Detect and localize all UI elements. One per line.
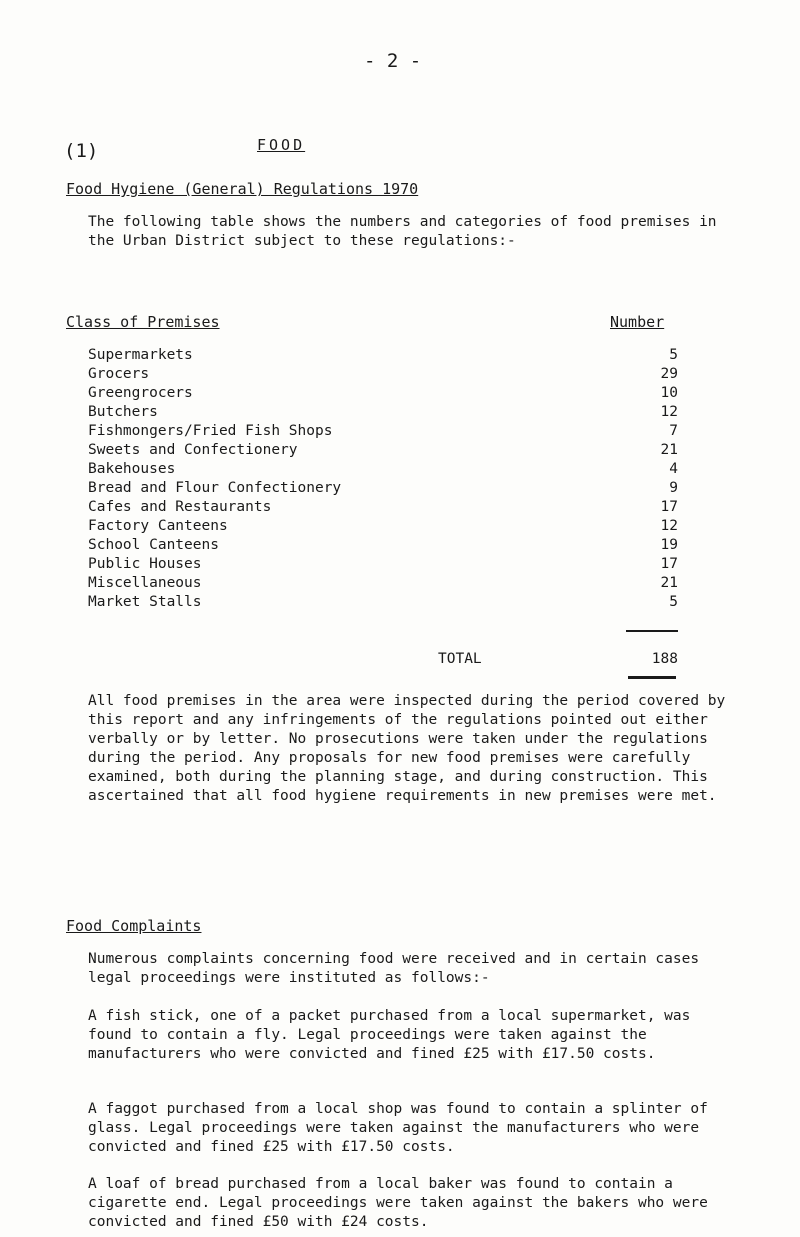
class-cell: Market Stalls [88, 594, 202, 610]
number-cell: 17 [660, 499, 678, 515]
number-cell: 12 [660, 518, 678, 534]
number-cell: 19 [660, 537, 678, 553]
column-header-class: Class of Premises [66, 313, 220, 331]
number-cell: 4 [669, 461, 678, 477]
class-cell: School Canteens [88, 537, 219, 553]
class-cell: Grocers [88, 366, 150, 382]
table-row [88, 384, 678, 403]
total-value: 188 [651, 651, 678, 667]
complaints-intro: Numerous complaints concerning food were received and in certain cases legal proceedings were instituted as follows:- [88, 951, 700, 986]
page-number: - 2 - [364, 50, 422, 72]
table-row [88, 498, 678, 517]
complaint-case: A faggot purchased from a local shop was found to contain a splinter of glass. Legal proceedings were taken against the manufacturers who were convicted and fined £25 with £17.50 costs. [88, 1101, 708, 1155]
class-cell: Miscellaneous [88, 575, 202, 591]
table-row [88, 574, 678, 593]
complaint-case: A fish stick, one of a packet purchased from a local supermarket, was found to contain a fly. Legal proceedings were taken against the manufacturers who were convicted and fined £25 with £17.50 costs. [88, 1008, 691, 1062]
table-row [88, 403, 678, 422]
number-cell: 10 [660, 385, 678, 401]
table-row [88, 422, 678, 441]
complaints-heading: Food Complaints [66, 917, 202, 935]
number-cell: 7 [669, 423, 678, 439]
number-cell: 29 [660, 366, 678, 382]
table-row [88, 593, 678, 612]
number-cell: 21 [660, 442, 678, 458]
section-title: FOOD [257, 136, 306, 154]
class-cell: Greengrocers [88, 385, 193, 401]
total-double-rule [628, 676, 676, 679]
table-row [88, 479, 678, 498]
section-number: (1) [64, 140, 99, 162]
number-cell: 5 [669, 594, 678, 610]
number-cell: 17 [660, 556, 678, 572]
class-cell: Fishmongers/Fried Fish Shops [88, 423, 333, 439]
premises-table [88, 346, 678, 612]
table-row [88, 365, 678, 384]
table-row [88, 346, 678, 365]
table-row [88, 555, 678, 574]
class-cell: Supermarkets [88, 347, 193, 363]
table-row [88, 441, 678, 460]
regulations-heading: Food Hygiene (General) Regulations 1970 [66, 180, 419, 198]
class-cell: Sweets and Confectionery [88, 442, 298, 458]
class-cell: Bakehouses [88, 461, 176, 477]
inspection-paragraph: All food premises in the area were inspected during the period covered by this report and any infringements of the regulations pointed out either verbally or by letter. No prosecutions were taken under the regulations during the period. Any proposals for new food premises were carefully examined, both during the planning stage, and during construction. This ascertained that all food hygiene requirements in new premises were met. [88, 693, 726, 804]
number-cell: 12 [660, 404, 678, 420]
class-cell: Factory Canteens [88, 518, 228, 534]
class-cell: Butchers [88, 404, 158, 420]
class-cell: Bread and Flour Confectionery [88, 480, 342, 496]
table-row [88, 460, 678, 479]
number-cell: 9 [669, 480, 678, 496]
class-cell: Cafes and Restaurants [88, 499, 272, 515]
class-cell: Public Houses [88, 556, 202, 572]
column-header-number: Number [610, 313, 665, 331]
number-cell: 5 [669, 347, 678, 363]
table-row [88, 517, 678, 536]
subtotal-rule [626, 630, 678, 632]
table-row [88, 536, 678, 555]
complaint-case: A loaf of bread purchased from a local baker was found to contain a cigarette end. Legal proceedings were taken against the bakers who were convicted and fined £50 with £24 costs. [88, 1176, 708, 1230]
intro-paragraph: The following table shows the numbers and categories of food premises in the Urban District subject to these regulations:- [88, 214, 717, 249]
number-cell: 21 [660, 575, 678, 591]
total-label: TOTAL [438, 651, 482, 667]
